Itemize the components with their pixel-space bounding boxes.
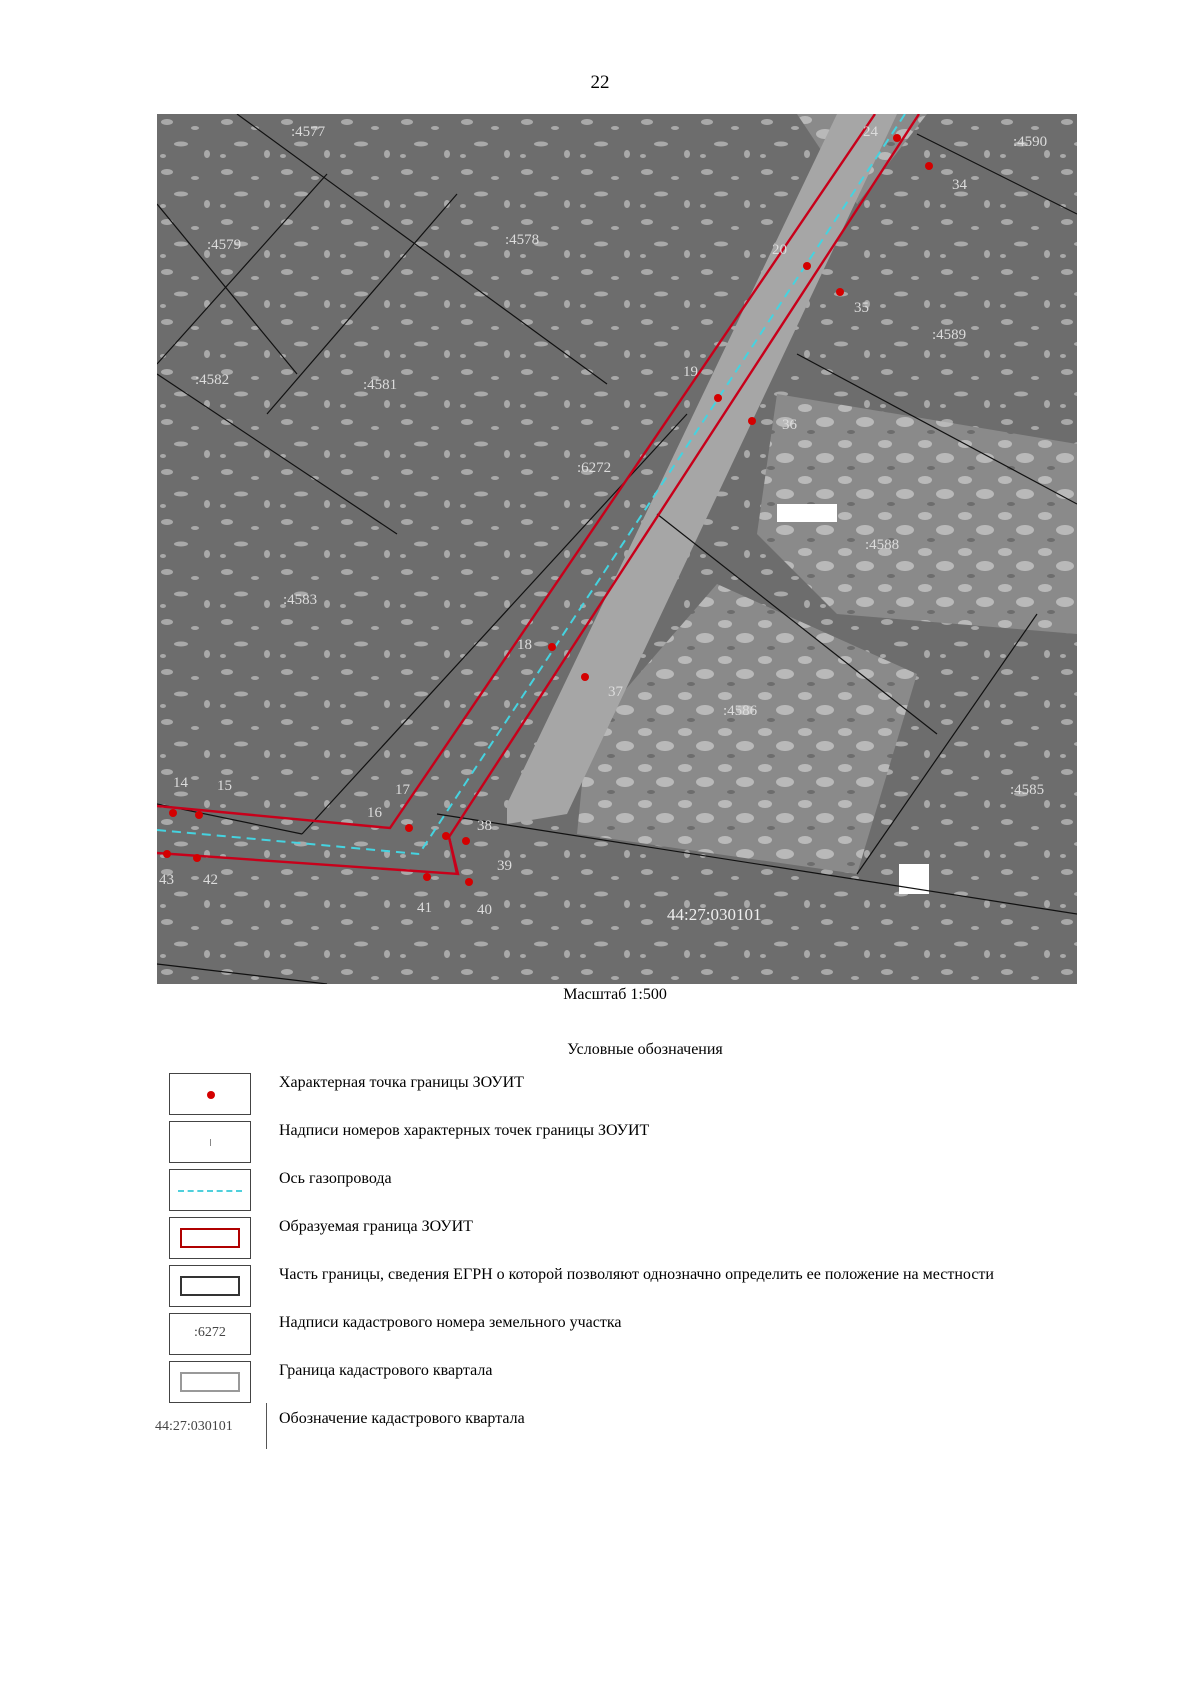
legend-item-egrn-boundary	[155, 1265, 1075, 1311]
gray-rect-icon	[180, 1372, 240, 1392]
legend-item-point-labels	[155, 1121, 1075, 1167]
legend-swatch	[169, 1073, 251, 1115]
legend-swatch	[169, 1265, 251, 1307]
legend-item-axis	[155, 1169, 1075, 1215]
parcel-label-4583: :4583	[283, 592, 318, 608]
point-label-14: 14	[173, 775, 188, 791]
map-canvas	[157, 114, 1077, 984]
parcel-label-4588: :4588	[865, 537, 900, 553]
point-label-20: 20	[772, 242, 787, 258]
legend-label: Граница кадастрового квартала	[279, 1362, 493, 1379]
legend-title: Условные обозначения	[567, 1041, 723, 1058]
legend-swatch	[169, 1121, 251, 1163]
legend-label: Часть границы, сведения ЕГРН о которой позволяют однозначно определить ее положение на местности	[279, 1266, 994, 1283]
tick-icon	[210, 1139, 211, 1146]
point-label-35: 35	[854, 300, 869, 316]
red-dot-icon	[207, 1091, 215, 1099]
cadastral-number-sample: :6272	[194, 1325, 226, 1340]
page-number: 22	[590, 72, 610, 93]
point-label-18: 18	[517, 637, 532, 653]
legend-item-cadastral-number	[155, 1313, 1075, 1359]
parcel-label-4586: :4586	[723, 703, 758, 719]
point-label-43: 43	[159, 872, 174, 888]
legend-swatch	[169, 1217, 251, 1259]
point-label-39: 39	[497, 858, 512, 874]
legend-swatch	[169, 1313, 251, 1355]
legend-swatch	[169, 1361, 251, 1403]
legend-label: Обозначение кадастрового квартала	[279, 1410, 525, 1427]
parcel-label-4590: :4590	[1013, 134, 1048, 150]
legend-swatch	[169, 1169, 251, 1211]
parcel-label-4578: :4578	[505, 232, 540, 248]
red-rect-icon	[180, 1228, 240, 1248]
legend-item-quarter-boundary	[155, 1361, 1075, 1407]
point-label-42: 42	[203, 872, 218, 888]
legend-label: Надписи номеров характерных точек границы ЗОУИТ	[279, 1122, 650, 1139]
black-rect-icon	[180, 1276, 240, 1296]
legend-label: Надписи кадастрового номера земельного участка	[279, 1314, 622, 1331]
quarter-label: 44:27:030101	[667, 905, 762, 924]
parcel-label-4585: :4585	[1010, 782, 1045, 798]
point-label-41: 41	[417, 900, 432, 916]
point-label-38: 38	[477, 818, 492, 834]
parcel-label-4582: :4582	[195, 372, 230, 388]
parcel-label-4581: :4581	[363, 377, 398, 393]
cadastral-map	[157, 114, 1077, 984]
parcel-label-4579: :4579	[207, 237, 242, 253]
white-building	[777, 504, 837, 522]
scale-label: Масштаб 1:500	[563, 986, 667, 1003]
parcel-label-6272: :6272	[577, 460, 612, 476]
point-label-16: 16	[367, 805, 382, 821]
point-label-37: 37	[608, 684, 623, 700]
white-building-small	[899, 864, 929, 894]
quarter-divider	[266, 1403, 267, 1449]
point-label-40: 40	[477, 902, 492, 918]
point-label-24: 24	[863, 124, 878, 140]
point-label-19: 19	[683, 364, 698, 380]
legend-label: Характерная точка границы ЗОУИТ	[279, 1074, 524, 1091]
legend-item-zouit-boundary	[155, 1217, 1075, 1263]
parcel-label-4577: :4577	[291, 124, 326, 140]
point-label-36: 36	[782, 417, 797, 433]
point-label-15: 15	[217, 778, 232, 794]
legend-item-quarter-label	[155, 1409, 1075, 1455]
parcel-label-4589: :4589	[932, 327, 967, 343]
legend-item-point	[155, 1073, 1075, 1119]
quarter-sample: 44:27:030101	[155, 1419, 233, 1434]
point-label-34: 34	[952, 177, 967, 193]
point-label-17: 17	[395, 782, 410, 798]
dashed-line-icon	[178, 1190, 242, 1192]
legend-label: Образуемая граница ЗОУИТ	[279, 1218, 473, 1235]
legend-label: Ось газопровода	[279, 1170, 392, 1187]
